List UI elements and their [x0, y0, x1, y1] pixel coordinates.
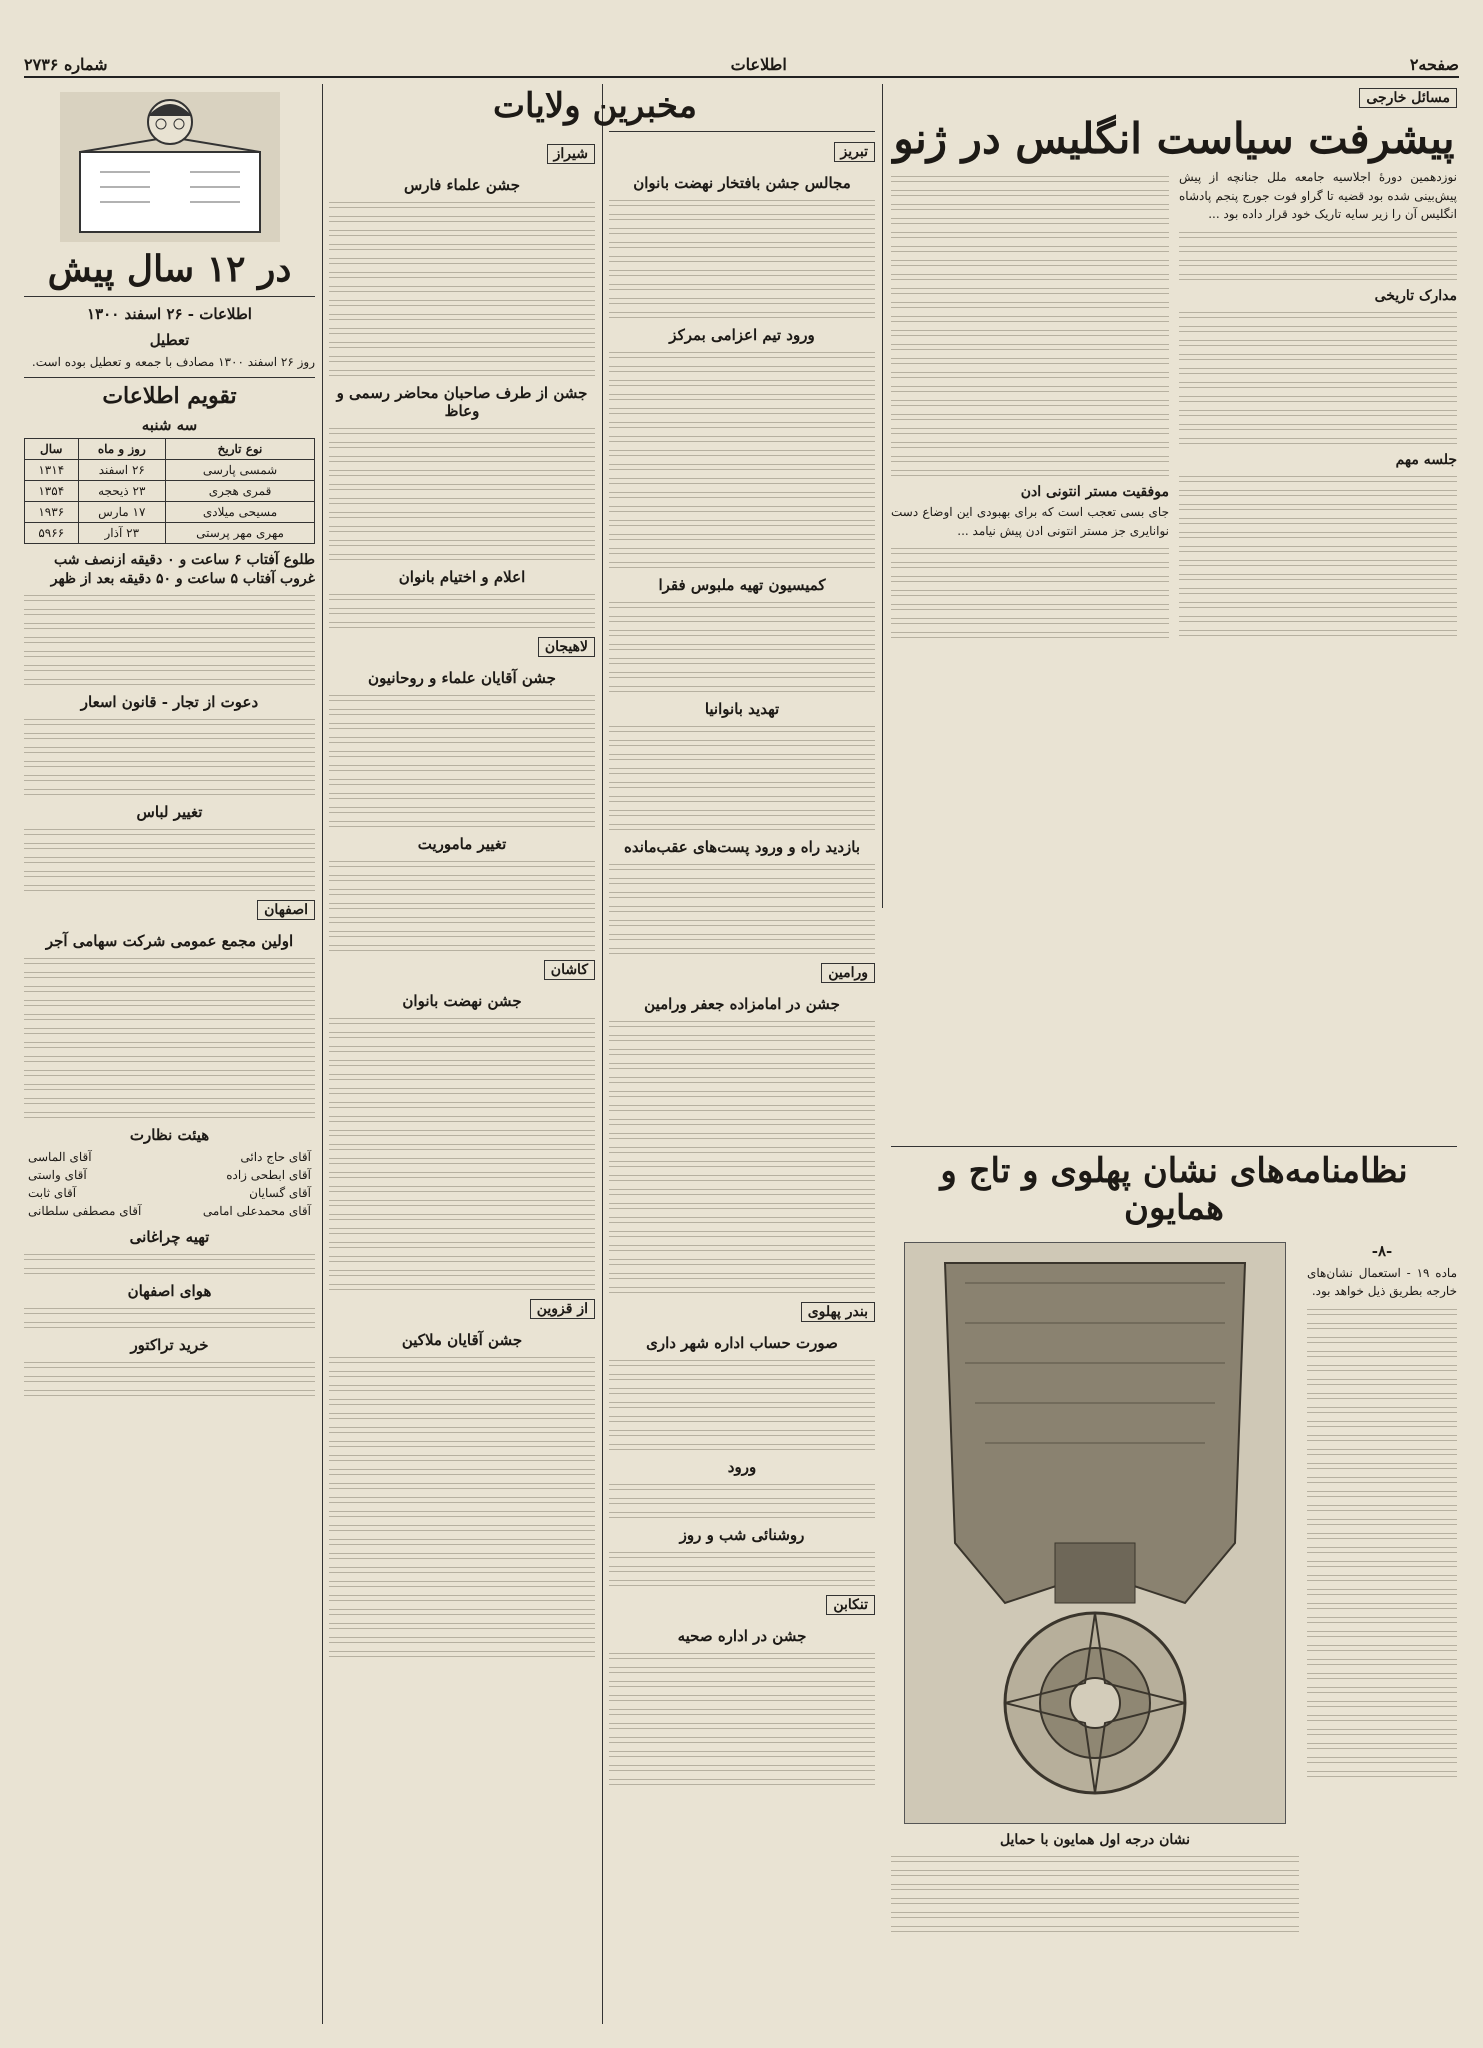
table-cell: مسیحی میلادی [166, 502, 315, 523]
section-lead: جای بسی تعجب است که برای بهبودی این اوضاع دست نوانایری جز مستر انتونی ادن پیش نیامد ... [891, 505, 1169, 538]
newspaper-name: اطلاعات [730, 54, 787, 74]
table-cell: مهری مهر پرستی [166, 523, 315, 544]
main-headline: پیشرفت سیاست انگلیس در ژنو [893, 114, 1455, 163]
sunset-line: غروب آفتاب ۵ ساعت و ۵۰ دقیقه بعد از ظهر [50, 571, 315, 588]
news-title: اولین مجمع عمومی شرکت سهامی آجر [45, 932, 294, 951]
issue-number: شماره ۲۷۳۶ [24, 54, 108, 74]
city-label: بندر پهلوی [801, 1302, 875, 1322]
table-cell: شمسی پارسی [166, 460, 315, 481]
news-title: جشن در امامزاده جعفر ورامین [644, 995, 840, 1014]
part-label: -۸- [1371, 1241, 1393, 1260]
city-label: شیراز [547, 144, 595, 164]
member-name: آقای گسایان [249, 1186, 311, 1201]
col-header: نوع تاریخ [166, 439, 315, 460]
medal-illustration [904, 1242, 1286, 1824]
reader-illustration [60, 92, 280, 242]
news-title: جشن در اداره صحیه [677, 1627, 807, 1646]
news-title: بازدید راه و ورود پست‌های عقب‌مانده [623, 838, 861, 857]
news-title: کمیسیون تهیه ملبوس فقرا [658, 576, 826, 595]
news-title: جشن آقایان ملاکین [401, 1331, 523, 1349]
list-item [24, 1148, 315, 1166]
years-ago-date: اطلاعات - ۲۶ اسفند ۱۳۰۰ [87, 304, 252, 323]
news-title: اعلام و اختیام بانوان [398, 568, 526, 586]
table-cell: قمری هجری [166, 481, 315, 502]
section-title: جلسه مهم [1395, 451, 1457, 468]
provinces-column-left [329, 140, 595, 2024]
news-title: مجالس جشن بافتخار نهضت بانوان [633, 174, 851, 193]
holiday-title: تعطیل [149, 330, 190, 349]
city-label: تبریز [834, 142, 875, 162]
weekday-label: سه شنبه [141, 416, 198, 435]
news-title: تهدید بانوانیا [704, 700, 780, 719]
col-header: سال [25, 439, 79, 460]
member-name: آقای ثابت [28, 1186, 77, 1201]
table-cell: ۱۹۳۶ [25, 502, 79, 523]
news-title: صورت حساب اداره شهر داری [646, 1334, 838, 1353]
calendar-table [24, 438, 315, 544]
column-rule [322, 84, 323, 2024]
reader-icon [60, 92, 280, 242]
news-title: دعوت از تجار - قانون اسعار [80, 693, 259, 712]
foreign-affairs-column [891, 84, 1457, 904]
city-label: از قزوین [530, 1299, 595, 1319]
news-title: جشن از طرف صاحبان محاضر رسمی و وعاظ [336, 384, 588, 420]
page-number: صفحه۲ [1409, 54, 1459, 74]
city-label: ورامین [821, 963, 875, 983]
board-title: هیئت نظارت [129, 1126, 210, 1145]
article-intro: نوزدهمین دورهٔ اجلاسیه جامعه ملل جنانچه از پیش پیش‌بینی شده بود قضیه تا گراو فوت جورج پنجم پادشاه انگلیس آن را زیر سایه تاریک خود قرار داده بود ... [1179, 170, 1457, 222]
member-name: آقای محمدعلی امامی [202, 1204, 311, 1219]
table-cell: ۱۳۵۴ [25, 481, 79, 502]
news-title: جشن نهضت بانوان [402, 992, 522, 1010]
section-title: موفقیت مستر انتونی ادن [1020, 484, 1169, 501]
table-cell: ۵۹۶۶ [25, 523, 79, 544]
list-item [24, 1166, 315, 1184]
news-title: روشنائی شب و روز [679, 1526, 805, 1545]
news-title: جشن آقایان علماء و روحانیون [368, 669, 556, 687]
column-rule [602, 84, 603, 2024]
sunrise-line: طلوع آفتاب ۶ ساعت و ۰ دقیقه ازنصف شب [54, 552, 315, 569]
city-label: لاهیجان [538, 637, 595, 657]
news-title: تهیه چراغانی [129, 1228, 210, 1247]
section-kicker: مسائل خارجی [1359, 88, 1457, 108]
news-title: خرید تراکتور [130, 1336, 209, 1355]
member-name: آقای حاج دائی [240, 1150, 311, 1165]
section-title: مدارک تاریخی [1374, 287, 1457, 304]
regulations-headline: نظامنامه‌های نشان پهلوی و تاج و همایون [940, 1151, 1408, 1229]
table-row [25, 502, 315, 523]
member-name: آقای واستی [28, 1168, 87, 1183]
holiday-text: روز ۲۶ اسفند ۱۳۰۰ مصادف با جمعه و تعطیل بوده است. [31, 354, 315, 369]
city-label: اصفهان [257, 900, 315, 920]
table-cell: ۲۳ ذیحجه [78, 481, 166, 502]
news-title: تغییر ماموریت [417, 835, 507, 853]
years-ago-column [24, 84, 315, 2024]
figure-caption: نشان درجه اول همایون با حمایل [999, 1831, 1191, 1848]
news-title: تغییر لباس [136, 803, 203, 822]
table-cell: ۲۶ اسفند [78, 460, 166, 481]
news-title: جشن علماء فارس [403, 176, 521, 194]
calendar-title: تقویم اطلاعات [102, 383, 237, 410]
table-cell: ۲۳ آذار [78, 523, 166, 544]
table-row [25, 481, 315, 502]
member-name: آقای مصطفی سلطانی [28, 1204, 142, 1219]
city-label: کاشان [544, 960, 595, 980]
medal-icon [905, 1243, 1285, 1823]
table-row [25, 460, 315, 481]
regulations-article [891, 1140, 1457, 2024]
news-title: ورود [727, 1458, 757, 1477]
city-label: تنکابن [826, 1595, 875, 1615]
member-name: آقای ابطحی زاده [226, 1168, 311, 1183]
years-ago-title: در ۱۲ سال پیش [47, 248, 292, 290]
news-title: ورود تیم اعزامی بمرکز [669, 326, 815, 345]
table-cell: ۱۷ مارس [78, 502, 166, 523]
article-lead: ماده ۱۹ - استعمال نشان‌های خارجه بطریق ذیل خواهد بود. [1307, 1265, 1458, 1299]
column-rule [882, 84, 883, 908]
member-name: آقای الماسی [28, 1150, 92, 1165]
list-item [24, 1202, 315, 1220]
table-cell: ۱۳۱۴ [25, 460, 79, 481]
page-header [24, 52, 1459, 78]
list-item [24, 1184, 315, 1202]
provinces-banner: مخبرین ولایات [493, 86, 697, 126]
news-title: هوای اصفهان [127, 1282, 212, 1301]
table-row [25, 523, 315, 544]
col-header: روز و ماه [78, 439, 166, 460]
